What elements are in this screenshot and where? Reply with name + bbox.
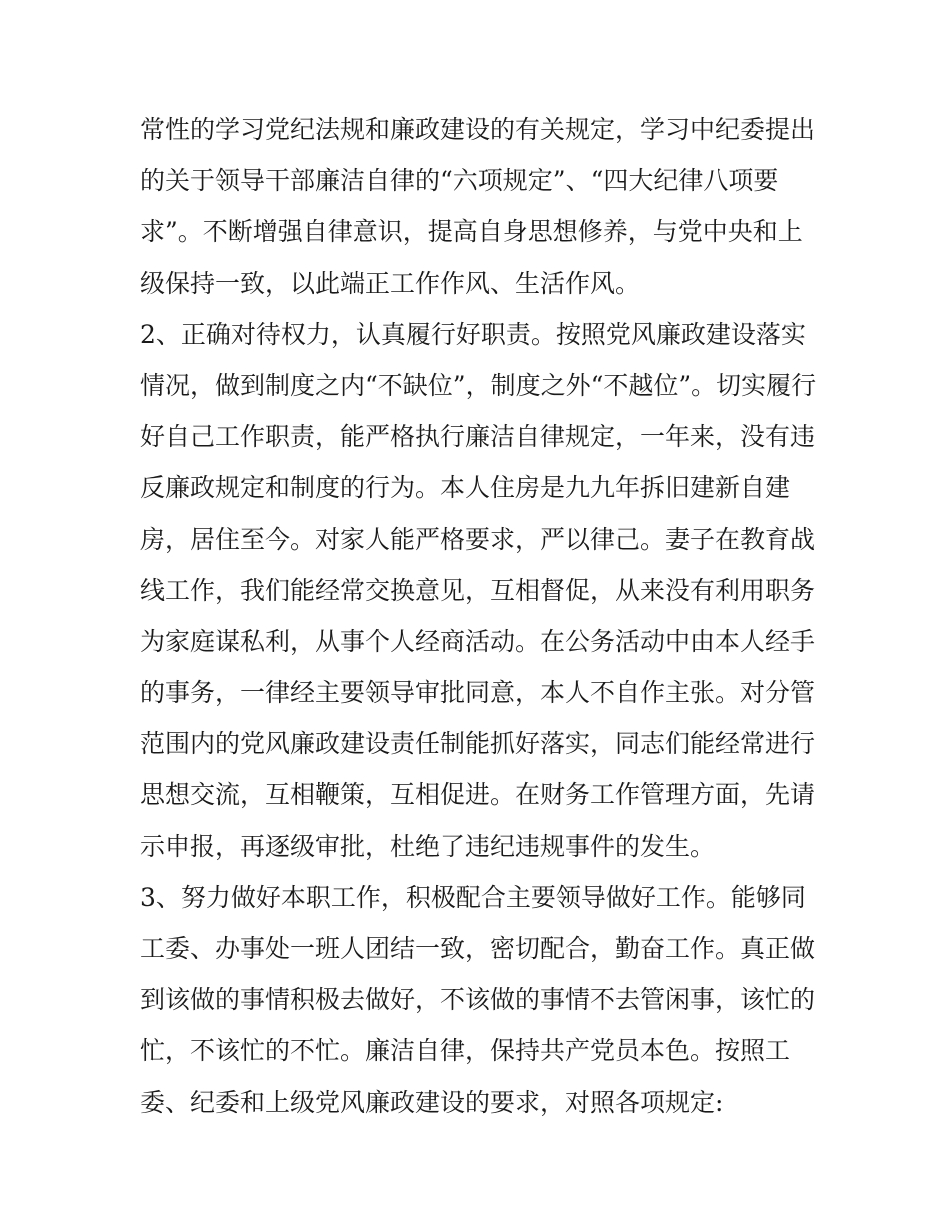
text-line: 的关于领导干部廉洁自律的“六项规定”、“四大纪律八项要: [140, 166, 779, 196]
text-line: 示申报，再逐级审批，杜绝了违纪违规事件的发生。: [140, 831, 716, 861]
text-line: 级保持一致，以此端正工作作风、生活作风。: [140, 268, 641, 298]
text-line: 到该做的事情积极去做好，不该做的事情不去管闲事，该忙的: [140, 985, 816, 1015]
text-line: 忙，不该忙的不忙。廉洁自律，保持共产党员本色。按照工: [140, 1036, 791, 1066]
text-line: 常性的学习党纪法规和廉政建设的有关规定，学习中纪委提出: [140, 115, 816, 144]
text-line: 工委、办事处一班人团结一致，密切配合，勤奋工作。真正做: [140, 934, 816, 963]
text-line: 情况，做到制度之内“不缺位”，制度之外“不越位”。切实履行: [140, 370, 817, 400]
text-line: 反廉政规定和制度的行为。本人住房是九九年拆旧建新自建: [140, 473, 791, 503]
text-line: 范围内的党风廉政建设责任制能抓好落实，同志们能经常进行: [140, 729, 816, 759]
text-line: 3、努力做好本职工作，积极配合主要领导做好工作。能够同: [140, 882, 806, 912]
body-text: [140, 104, 820, 1128]
text-line: 求”。不断增强自律意识，提高自身思想修养，与党中央和上: [140, 217, 803, 247]
text-line: 线工作，我们能经常交换意见，互相督促，从来没有利用职务: [140, 575, 816, 605]
text-line: 2、正确对待权力，认真履行好职责。按照党风廉政建设落实: [140, 319, 806, 349]
text-line: 房，居住至今。对家人能严格要求，严以律己。妻子在教育战: [140, 524, 816, 554]
text-line: 思想交流，互相鞭策，互相促进。在财务工作管理方面，先请: [140, 780, 816, 810]
text-line: 好自己工作职责，能严格执行廉洁自律规定，一年来，没有违: [140, 422, 816, 452]
text-line: 为家庭谋私利，从事个人经商活动。在公务活动中由本人经手: [140, 626, 816, 656]
text-line: 的事务，一律经主要领导审批同意，本人不自作主张。对分管: [140, 678, 816, 708]
text-line: 委、纪委和上级党风廉政建设的要求，对照各项规定:: [140, 1087, 724, 1117]
